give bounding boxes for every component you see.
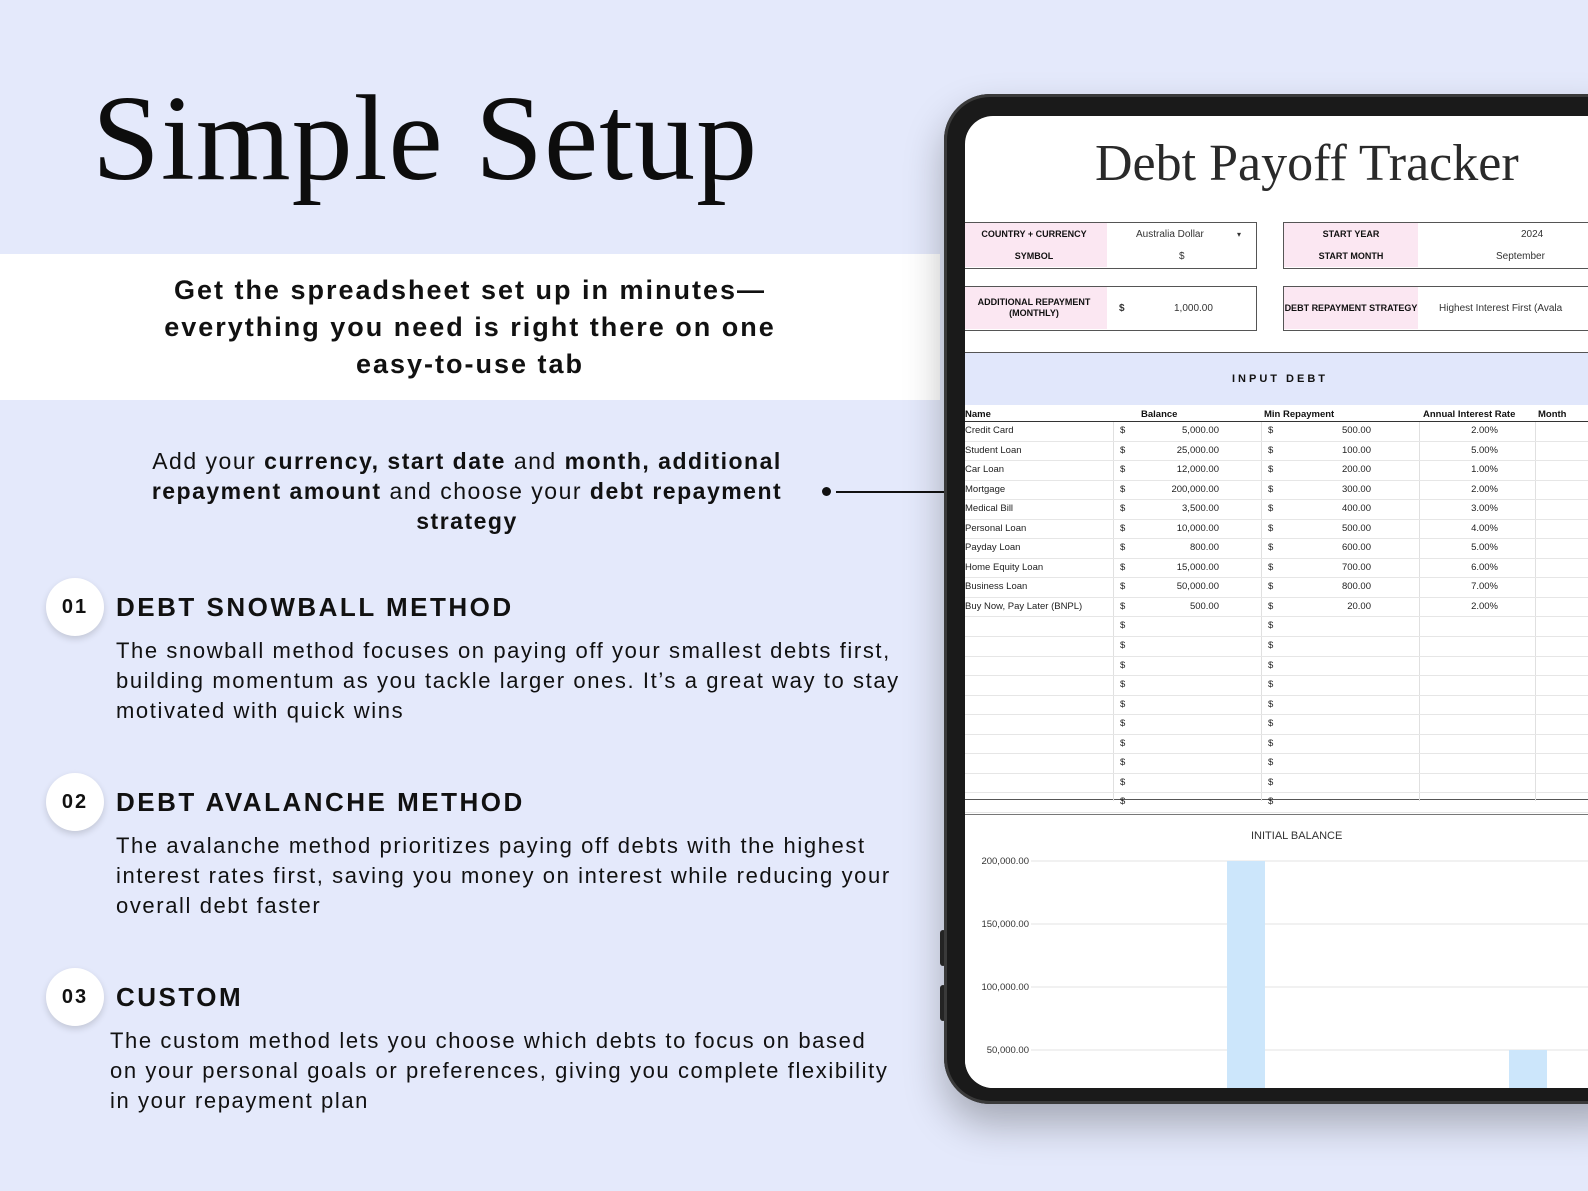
chart-title: INITIAL BALANCE <box>1251 830 1343 842</box>
balance-cell: 50,000.00 <box>1176 581 1219 593</box>
col-header-balance: Balance <box>1141 409 1178 420</box>
balance-cell: 10,000.00 <box>1176 522 1219 534</box>
table-row[interactable] <box>965 598 1588 618</box>
sheet-title: Debt Payoff Tracker <box>1095 135 1519 192</box>
bar-mortgage <box>1227 861 1265 1088</box>
table-row[interactable] <box>965 500 1588 520</box>
subtitle-band <box>0 254 940 400</box>
table-row[interactable] <box>965 657 1588 677</box>
debt-name-cell: Credit Card <box>965 425 1014 436</box>
min-currency: $ <box>1268 464 1274 476</box>
interest-rate-cell: 5.00% <box>1471 542 1498 554</box>
table-row[interactable] <box>965 461 1588 481</box>
additional-repayment-value[interactable]: 1,000.00 <box>1174 302 1213 314</box>
balance-cell: 800.00 <box>1189 542 1219 554</box>
table-row[interactable] <box>965 442 1588 462</box>
start-year-label: START YEAR <box>1284 223 1418 245</box>
min-currency: $ <box>1268 737 1274 749</box>
balance-currency: $ <box>1120 698 1126 710</box>
interest-rate-cell: 2.00% <box>1471 483 1498 495</box>
input-debt-heading: INPUT DEBT <box>965 353 1588 405</box>
balance-currency: $ <box>1120 640 1126 652</box>
start-month-value[interactable]: September <box>1496 250 1545 262</box>
table-row[interactable] <box>965 793 1588 813</box>
balance-currency: $ <box>1120 464 1126 476</box>
col-header-month: Month <box>1538 409 1567 420</box>
debt-name-cell: Payday Loan <box>965 542 1021 554</box>
balance-currency: $ <box>1120 444 1126 456</box>
balance-currency: $ <box>1120 776 1126 788</box>
min-repayment-cell: 300.00 <box>1341 483 1371 495</box>
min-repayment-cell: 100.00 <box>1341 444 1371 456</box>
strategy-select[interactable]: Highest Interest First (Avala <box>1439 302 1563 314</box>
input-debt-panel <box>965 352 1588 808</box>
min-currency: $ <box>1268 444 1274 456</box>
balance-currency: $ <box>1120 522 1126 534</box>
balance-currency: $ <box>1120 659 1126 671</box>
initial-balance-chart <box>965 814 1588 1088</box>
min-repayment-cell: 800.00 <box>1341 581 1371 593</box>
min-currency: $ <box>1268 796 1274 808</box>
table-row[interactable] <box>965 637 1588 657</box>
min-repayment-cell: 600.00 <box>1341 542 1371 554</box>
method-body: The snowball method focuses on paying off your smallest debts first, building momentum as you tackle larger ones. It’s a great way to stay motivated with quick wins <box>116 638 900 723</box>
table-row[interactable] <box>965 481 1588 501</box>
min-currency: $ <box>1268 503 1274 515</box>
min-currency: $ <box>1268 640 1274 652</box>
chart-canvas <box>965 815 1588 1088</box>
min-currency: $ <box>1268 483 1274 495</box>
debt-name-cell: Medical Bill <box>965 503 1014 515</box>
start-date-box <box>1283 222 1588 269</box>
y-tick-label: 200,000.00 <box>981 856 1029 867</box>
balance-currency: $ <box>1120 542 1126 554</box>
balance-cell: 12,000.00 <box>1176 464 1219 476</box>
setup-description: Add your currency, start date and month, additional repayment amount and choose your debt repayment strategy <box>151 448 783 534</box>
balance-cell: 25,000.00 <box>1176 444 1219 456</box>
interest-rate-cell: 2.00% <box>1471 600 1498 612</box>
col-header-rate: Annual Interest Rate <box>1423 409 1516 420</box>
interest-rate-cell: 4.00% <box>1471 522 1498 534</box>
chevron-down-icon[interactable]: ▾ <box>1237 229 1242 239</box>
min-currency: $ <box>1268 776 1274 788</box>
balance-currency: $ <box>1120 425 1126 436</box>
debt-table-body <box>965 421 1588 813</box>
currency-settings-box <box>965 222 1257 269</box>
interest-rate-cell: 7.00% <box>1471 581 1498 593</box>
min-repayment-cell: 700.00 <box>1341 561 1371 573</box>
col-header-min: Min Repayment <box>1264 409 1335 420</box>
y-tick-label: 150,000.00 <box>981 919 1029 930</box>
balance-currency: $ <box>1120 737 1126 749</box>
balance-cell: 15,000.00 <box>1176 561 1219 573</box>
balance-currency: $ <box>1120 581 1126 593</box>
table-row[interactable] <box>965 617 1588 637</box>
strategy-label: DEBT REPAYMENT STRATEGY <box>1284 287 1418 329</box>
method-title: DEBT AVALANCHE METHOD <box>116 787 525 817</box>
table-row[interactable] <box>965 422 1588 442</box>
balance-currency: $ <box>1120 561 1126 573</box>
min-currency: $ <box>1268 425 1274 436</box>
table-row[interactable] <box>965 735 1588 755</box>
symbol-label: SYMBOL <box>965 245 1107 267</box>
min-repayment-cell: 20.00 <box>1347 600 1371 612</box>
min-currency: $ <box>1268 620 1274 632</box>
additional-repayment-label: ADDITIONAL REPAYMENT (MONTHLY) <box>965 287 1107 329</box>
debt-name-cell: Student Loan <box>965 444 1022 456</box>
interest-rate-cell: 3.00% <box>1471 503 1498 515</box>
method-title: DEBT SNOWBALL METHOD <box>116 592 514 622</box>
country-label: COUNTRY + CURRENCY <box>965 223 1107 245</box>
table-row[interactable] <box>965 559 1588 579</box>
table-row[interactable] <box>965 754 1588 774</box>
interest-rate-cell: 5.00% <box>1471 444 1498 456</box>
min-currency: $ <box>1268 542 1274 554</box>
table-row[interactable] <box>965 774 1588 794</box>
method-number-badge: 01 <box>46 578 104 636</box>
min-currency: $ <box>1268 698 1274 710</box>
hero-title: Simple Setup <box>92 71 759 206</box>
symbol-value[interactable]: $ <box>1179 250 1185 262</box>
method-number-badge: 02 <box>46 773 104 831</box>
debt-name-cell: Buy Now, Pay Later (BNPL) <box>965 600 1083 612</box>
debt-name-cell: Home Equity Loan <box>965 561 1044 573</box>
min-repayment-cell: 500.00 <box>1341 522 1371 534</box>
balance-currency: $ <box>1120 796 1126 808</box>
balance-cell: 200,000.00 <box>1171 483 1219 495</box>
min-currency: $ <box>1268 561 1274 573</box>
balance-cell: 5,000.00 <box>1182 425 1219 436</box>
balance-cell: 3,500.00 <box>1182 503 1219 515</box>
balance-currency: $ <box>1120 757 1126 769</box>
strategy-box <box>1283 286 1588 331</box>
balance-currency: $ <box>1120 718 1126 730</box>
method-number-badge: 03 <box>46 968 104 1026</box>
table-row[interactable] <box>965 539 1588 559</box>
y-tick-label: 50,000.00 <box>986 1045 1029 1056</box>
balance-currency: $ <box>1120 483 1126 495</box>
tablet-screen <box>965 116 1588 1088</box>
min-currency: $ <box>1268 659 1274 671</box>
table-row[interactable] <box>965 520 1588 540</box>
y-tick-label: 100,000.00 <box>981 982 1029 993</box>
method-body: The avalanche method prioritizes paying off debts with the highest interest rates first, saving you money on interest while reducing your overall debt faster <box>116 833 891 918</box>
start-year-value[interactable]: 2024 <box>1521 228 1544 240</box>
subtitle: Get the spreadsheet set up in minutes—everything you need is right there on one easy-to-use tab <box>164 274 776 379</box>
table-row[interactable] <box>965 578 1588 598</box>
balance-currency: $ <box>1120 503 1126 515</box>
col-header-name: Name <box>965 409 991 420</box>
debt-name-cell: Car Loan <box>965 464 1005 476</box>
method-body: The custom method lets you choose which debts to focus on based on your personal goals or preferences, giving you complete flexibility in your repayment plan <box>110 1028 889 1113</box>
table-row[interactable] <box>965 715 1588 735</box>
min-repayment-cell: 400.00 <box>1341 503 1371 515</box>
additional-currency: $ <box>1119 302 1125 314</box>
min-currency: $ <box>1268 581 1274 593</box>
interest-rate-cell: 1.00% <box>1471 464 1498 476</box>
balance-currency: $ <box>1120 679 1126 691</box>
debt-name-cell: Personal Loan <box>965 522 1027 534</box>
min-currency: $ <box>1268 679 1274 691</box>
min-currency: $ <box>1268 522 1274 534</box>
table-row[interactable] <box>965 676 1588 696</box>
country-select[interactable]: Australia Dollar <box>1136 228 1204 240</box>
balance-currency: $ <box>1120 620 1126 632</box>
table-row[interactable] <box>965 696 1588 716</box>
connector-dot-start <box>822 487 831 496</box>
bar-business-loan <box>1509 1050 1547 1088</box>
balance-cell: 500.00 <box>1189 600 1219 612</box>
additional-repayment-box <box>965 286 1257 331</box>
interest-rate-cell: 2.00% <box>1471 425 1498 436</box>
balance-currency: $ <box>1120 600 1126 612</box>
method-title: CUSTOM <box>116 982 244 1012</box>
interest-rate-cell: 6.00% <box>1471 561 1498 573</box>
min-currency: $ <box>1268 600 1274 612</box>
min-currency: $ <box>1268 718 1274 730</box>
min-repayment-cell: 500.00 <box>1341 425 1371 436</box>
debt-name-cell: Mortgage <box>965 483 1006 495</box>
start-month-label: START MONTH <box>1284 245 1418 267</box>
min-currency: $ <box>1268 757 1274 769</box>
min-repayment-cell: 200.00 <box>1341 464 1371 476</box>
debt-name-cell: Business Loan <box>965 581 1028 593</box>
